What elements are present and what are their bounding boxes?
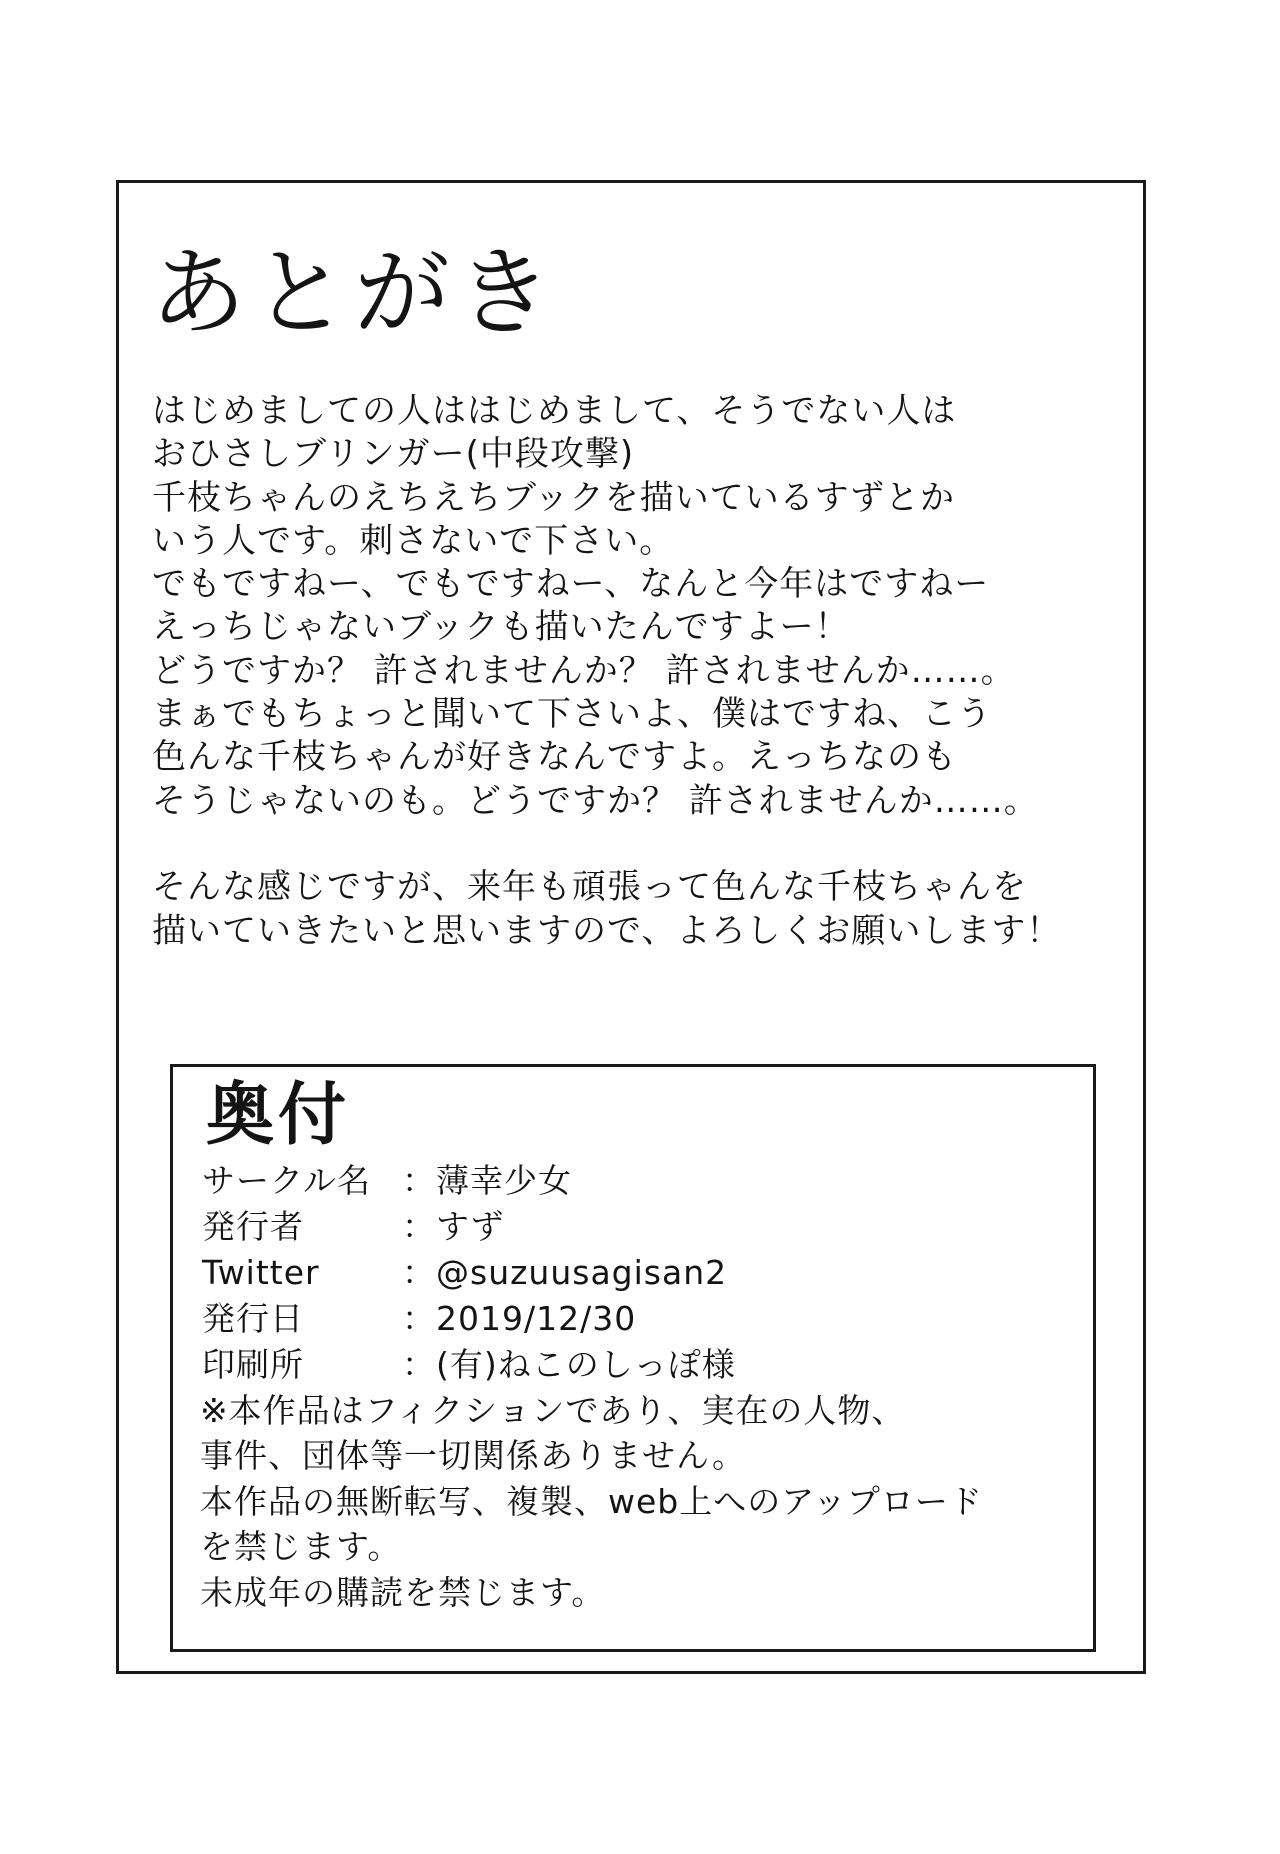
colophon-table <box>202 1158 1082 1388</box>
afterword-line: 描いていきたいと思いますので、よろしくお願いします！ <box>152 910 1062 951</box>
colophon-row-circle <box>202 1158 1082 1204</box>
colophon-note: 未成年の購読を禁じます。 <box>200 1572 606 1612</box>
afterword-line: まぁでもちょっと聞いて下さいよ、僕はですね、こう <box>152 694 992 735</box>
colophon-note: 本作品の無断転写、複製、web上へのアップロード <box>200 1481 983 1521</box>
colophon-value: ：(有)ねこのしっぽ様 <box>402 1345 736 1384</box>
colophon-row-printer <box>202 1342 1082 1388</box>
colophon-row-publisher <box>202 1204 1082 1250</box>
colophon-note: を禁じます。 <box>200 1527 402 1567</box>
afterword-line: どうですか？ 許されませんか？ 許されませんか……。 <box>152 650 1016 691</box>
colophon-note: 事件、団体等一切関係ありません。 <box>200 1436 746 1476</box>
afterword-line: そうじゃないのも。どうですか？ 許されませんか……。 <box>152 780 1039 821</box>
afterword-line: 千枝ちゃんのえちえちブックを描いているすずとか <box>152 477 955 518</box>
colophon-value: ：すず <box>402 1207 505 1246</box>
colophon-title: 奥付 <box>206 1076 351 1155</box>
afterword-line: でもですねー、でもですねー、なんと今年はですねー <box>152 564 990 605</box>
colophon-key: 印刷所 <box>202 1345 304 1384</box>
colophon-row-twitter <box>202 1250 1082 1296</box>
colophon-note: ※本作品はフィクションであり、実在の人物、 <box>200 1391 906 1430</box>
afterword-title: あとがき <box>150 237 558 349</box>
colophon-key: 発行者 <box>202 1207 304 1246</box>
afterword-line: おひさしブリンガー(中段攻撃) <box>152 434 635 475</box>
colophon-notes <box>200 1388 1080 1615</box>
colophon-value: ：2019/12/30 <box>402 1299 637 1338</box>
colophon-row-date <box>202 1296 1082 1342</box>
colophon-value: ：@suzuusagisan2 <box>402 1253 728 1292</box>
afterword-line: えっちじゃないブックも描いたんですよー！ <box>152 607 850 648</box>
colophon-key: Twitter <box>202 1253 320 1292</box>
afterword-blank-line <box>152 823 1132 866</box>
afterword-line: はじめましての人ははじめまして、そうでない人は <box>152 391 957 431</box>
colophon-value: ：薄幸少女 <box>402 1161 572 1200</box>
colophon-key: 発行日 <box>202 1299 304 1338</box>
afterword-body <box>152 390 1132 953</box>
colophon-key: サークル名 <box>202 1161 372 1200</box>
afterword-line: 色んな千枝ちゃんが好きなんですよ。えっちなのも <box>152 737 957 778</box>
afterword-line: そんな感じですが、来年も頑張って色んな千枝ちゃんを <box>152 867 1027 908</box>
afterword-line: いう人です。刺さないで下さい。 <box>152 520 675 561</box>
